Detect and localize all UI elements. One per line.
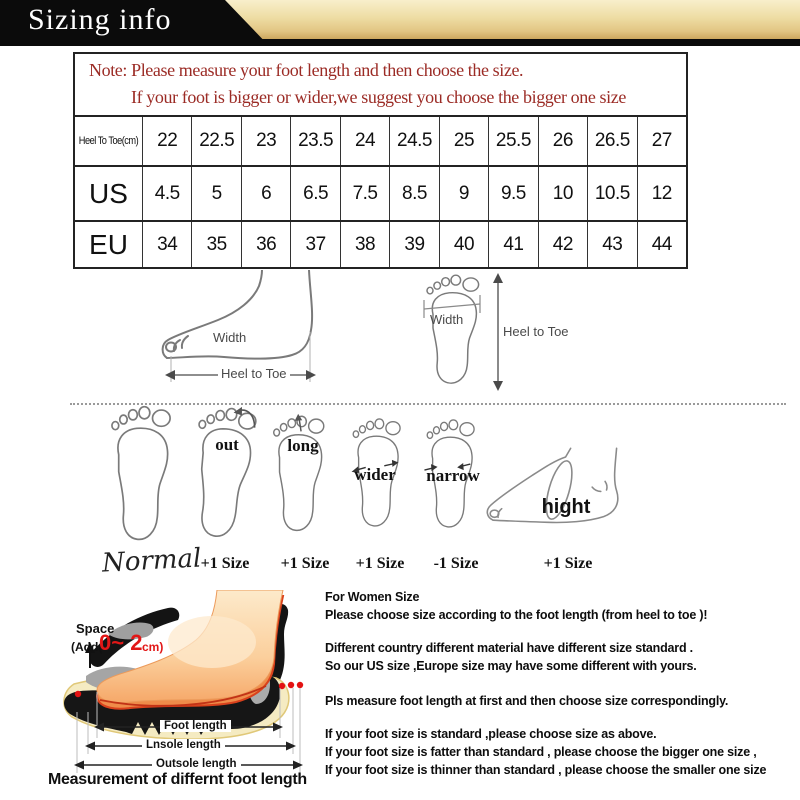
- narrow-label: narrow: [426, 466, 480, 485]
- instruction-line: If your foot size is standard ,please choose size as above.: [325, 727, 657, 741]
- table-cell: 12: [637, 167, 686, 220]
- space-add-value: 0~ 2: [99, 630, 143, 655]
- table-cell: 41: [488, 222, 537, 267]
- table-cell: 23.5: [290, 117, 339, 165]
- space-add-suffix: cm): [142, 640, 164, 654]
- table-cell: 25: [439, 117, 488, 165]
- hight-label: hight: [541, 496, 591, 518]
- table-cell: 5: [191, 167, 240, 220]
- header-bar: [0, 0, 800, 46]
- instructions-block: [325, 588, 797, 779]
- table-cell: 24: [340, 117, 389, 165]
- table-cell: 6: [241, 167, 290, 220]
- side-heel-to-toe-label: Heel to Toe: [218, 366, 290, 381]
- note-line-1: Note: Please measure your foot length and then choose the size.: [89, 60, 524, 80]
- wider-size-label: +1 Size: [355, 555, 405, 572]
- instruction-line: If your foot size is thinner than standard , please choose the smaller one size: [325, 763, 767, 777]
- instruction-line: Different country different material have different size standard .: [325, 641, 693, 655]
- table-cell: 39: [389, 222, 438, 267]
- table-cell: 9.5: [488, 167, 537, 220]
- table-row-heel-to-toe: [75, 117, 686, 165]
- narrow-size-label: -1 Size: [433, 555, 479, 572]
- table-cell: 37: [290, 222, 339, 267]
- table-cell: 8.5: [389, 167, 438, 220]
- row-label: Heel To Toe(cm): [78, 135, 139, 147]
- table-cell: 42: [538, 222, 587, 267]
- outsole-length-label: Outsole length: [152, 758, 241, 770]
- table-cell: 35: [191, 222, 240, 267]
- instruction-line: Please choose size according to the foot length (from heel to toe )!: [325, 608, 708, 622]
- table-cell: 25.5: [488, 117, 537, 165]
- long-foot-drawing: [265, 402, 329, 548]
- note-box: [75, 54, 686, 117]
- normal-foot-label: Normal: [101, 543, 203, 579]
- table-cell: 26: [538, 117, 587, 165]
- table-cell: 24.5: [389, 117, 438, 165]
- table-row-us: [75, 165, 686, 220]
- table-cell: 34: [142, 222, 191, 267]
- normal-foot-drawing: [101, 404, 177, 546]
- row-label: US: [89, 177, 128, 209]
- out-foot-drawing: [179, 399, 263, 549]
- long-label: long: [287, 436, 319, 455]
- row-label: EU: [89, 228, 128, 260]
- wider-label: wider: [354, 465, 396, 484]
- long-size-label: +1 Size: [280, 555, 330, 572]
- table-cell: 22: [142, 117, 191, 165]
- out-size-label: +1 Size: [200, 555, 250, 572]
- table-cell: 23: [241, 117, 290, 165]
- gold-ribbon: [225, 0, 800, 39]
- instruction-line: If your foot size is fatter than standard , please choose the bigger one size ,: [325, 745, 757, 759]
- table-cell: 43: [587, 222, 636, 267]
- table-cell: 22.5: [191, 117, 240, 165]
- table-cell: 27: [637, 117, 686, 165]
- table-cell: 36: [241, 222, 290, 267]
- table-cell: 26.5: [587, 117, 636, 165]
- bottom-caption: Measurement of differnt foot length: [48, 771, 307, 788]
- table-cell: 9: [439, 167, 488, 220]
- hight-foot-drawing: [483, 430, 641, 550]
- space-add-prefix: (Add(: [71, 640, 103, 654]
- table-cell: 40: [439, 222, 488, 267]
- out-label: out: [215, 435, 239, 454]
- table-cell: 10.5: [587, 167, 636, 220]
- shoe-measurement-drawing: [60, 590, 320, 780]
- foot-length-label: Foot length: [160, 720, 231, 732]
- table-cell: 4.5: [142, 167, 191, 220]
- table-cell: 6.5: [290, 167, 339, 220]
- instruction-line: So our US size ,Europe size may have some different with yours.: [325, 659, 697, 673]
- page-title: Sizing info: [28, 3, 172, 36]
- table-cell: 44: [637, 222, 686, 267]
- top-heel-to-toe-label: Heel to Toe: [503, 324, 569, 339]
- table-cell: 10: [538, 167, 587, 220]
- instruction-line: For Women Size: [325, 590, 420, 604]
- table-cell: 38: [340, 222, 389, 267]
- top-width-label: Width: [430, 312, 464, 327]
- table-row-eu: [75, 220, 686, 267]
- side-width-label: Width: [213, 330, 247, 345]
- insole-length-label: Lnsole length: [142, 739, 225, 751]
- hight-size-label: +1 Size: [543, 555, 593, 572]
- space-label: Space: [76, 621, 115, 636]
- table-cell: 7.5: [340, 167, 389, 220]
- instruction-line: Pls measure foot length at first and then choose size correspondingly.: [325, 694, 729, 708]
- size-table: [73, 52, 688, 269]
- note-line-2: If your foot is bigger or wider,we suggest you choose the bigger one size: [131, 87, 626, 107]
